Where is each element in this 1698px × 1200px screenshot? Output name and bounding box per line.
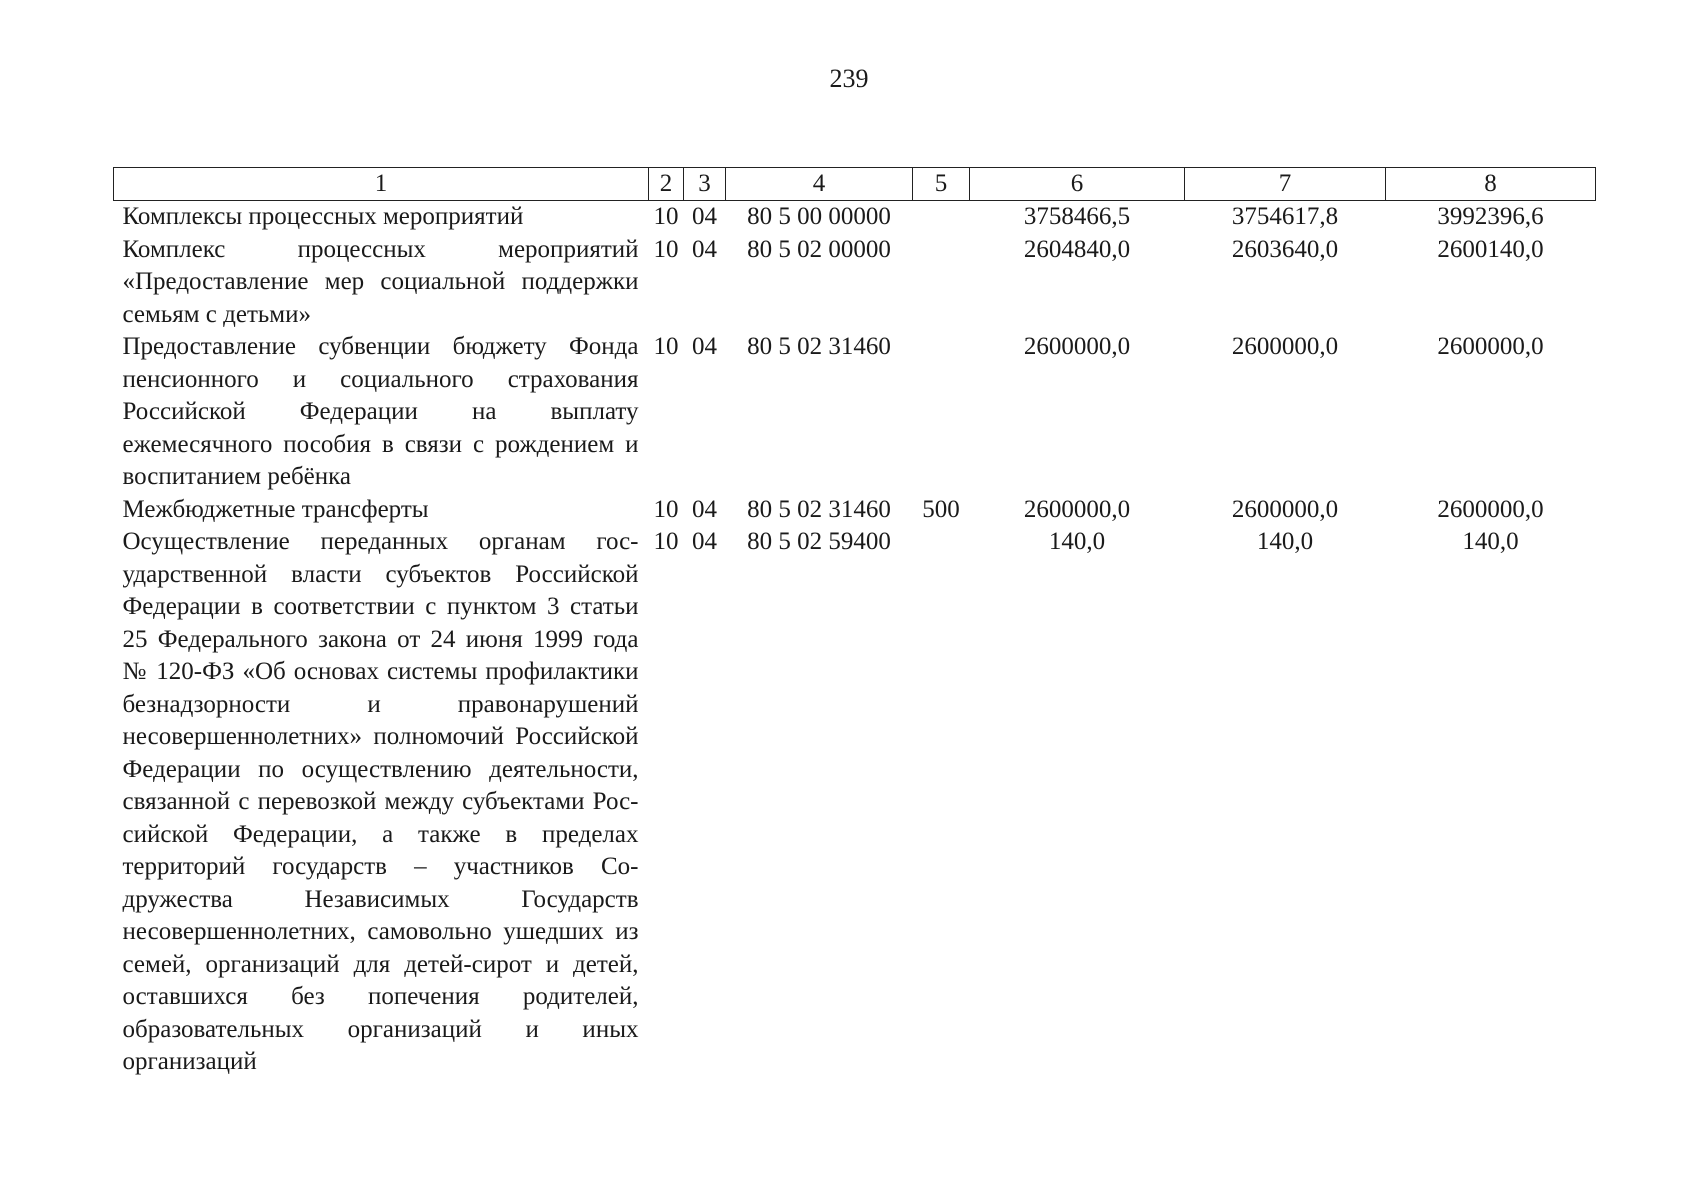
row-name: Комплексы процессных мероприятий [122, 203, 524, 230]
row-section-code: 10 [653, 203, 679, 230]
row-subsection-code: 04 [692, 333, 717, 360]
row-name: Предоставление субвенции бюджету Фонда пенсионного и социального страхования Российской Федерации на выплату ежемесячного пособия в связи с рождением и воспитанием ребёнка [122, 333, 639, 490]
row-amount-col-8: 2600000,0 [1437, 495, 1544, 523]
table-row [114, 234, 1596, 332]
row-amount-col-7: 3754617,8 [1231, 203, 1339, 230]
row-target-code: 80 5 02 59400 [747, 528, 891, 555]
header-col-8: 8 [1386, 168, 1596, 201]
table-row [114, 201, 1596, 234]
table-row [114, 526, 1596, 1079]
table-row [114, 494, 1596, 527]
page-number: 239 [829, 64, 869, 93]
header-col-6: 6 [970, 168, 1185, 201]
header-col-7: 7 [1185, 168, 1386, 201]
row-target-code: 80 5 02 31460 [747, 495, 891, 523]
row-target-code: 80 5 00 00000 [747, 203, 891, 230]
row-expense-type-code [913, 526, 970, 1079]
row-section-code: 10 [653, 333, 679, 360]
row-section-code: 10 [653, 235, 679, 263]
header-col-3: 3 [684, 168, 726, 201]
budget-table [113, 167, 1596, 1079]
row-name: Осуществление переданных органам государственной власти субъектов Российской Федерации в соответствии с пунктом 3 статьи 25 Федерального закона от 24 июня 1999 года № 120-ФЗ «Об основах системы профилактики безнадзорности и правонарушений несовершеннолетних» полномочий Российской Федерации по осуществлению деятельности, связанной с перевозкой между субъектами Российской Федерации, а также в пределах территорий государств – участников Содружества Независимых Государств несовершеннолетних, самовольно ушедших из семей, организаций для детей-сирот и детей, оставшихся без попечения родителей, образовательных организаций и иных организаций [122, 528, 639, 1075]
row-subsection-code: 04 [692, 528, 717, 555]
row-section-code: 10 [653, 495, 679, 523]
row-amount-col-7: 2600000,0 [1231, 333, 1339, 360]
row-section-code: 10 [653, 528, 679, 555]
row-amount-col-7: 2600000,0 [1231, 495, 1339, 523]
row-amount-col-6: 2600000,0 [1023, 495, 1131, 523]
row-expense-type-code: 500 [922, 495, 960, 523]
row-amount-col-6: 2600000,0 [1023, 333, 1131, 360]
row-target-code: 80 5 02 00000 [747, 235, 891, 263]
row-amount-col-6: 2604840,0 [1023, 235, 1131, 263]
row-expense-type-code [913, 331, 970, 494]
row-expense-type-code [913, 234, 970, 332]
row-amount-col-6: 140,0 [1048, 528, 1106, 555]
row-name: Комплекс процессных мероприятий «Предоставление мер социальной поддержки семьям с детьми» [122, 235, 639, 328]
row-subsection-code: 04 [692, 495, 717, 523]
row-amount-col-7: 2603640,0 [1231, 235, 1339, 263]
row-amount-col-8: 140,0 [1462, 528, 1519, 555]
header-col-5: 5 [913, 168, 970, 201]
row-amount-col-7: 140,0 [1256, 528, 1314, 555]
row-target-code: 80 5 02 31460 [747, 333, 891, 360]
table-row [114, 331, 1596, 494]
header-col-4: 4 [726, 168, 913, 201]
row-name: Межбюджетные трансферты [122, 495, 429, 523]
header-col-1: 1 [114, 168, 649, 201]
row-subsection-code: 04 [692, 235, 717, 263]
row-amount-col-8: 2600000,0 [1437, 333, 1544, 360]
row-subsection-code: 04 [692, 203, 717, 230]
row-expense-type-code [913, 201, 970, 234]
header-col-2: 2 [649, 168, 684, 201]
row-amount-col-8: 2600140,0 [1437, 235, 1544, 263]
header-row [114, 168, 1596, 201]
row-amount-col-6: 3758466,5 [1023, 203, 1131, 230]
row-amount-col-8: 3992396,6 [1437, 203, 1544, 230]
